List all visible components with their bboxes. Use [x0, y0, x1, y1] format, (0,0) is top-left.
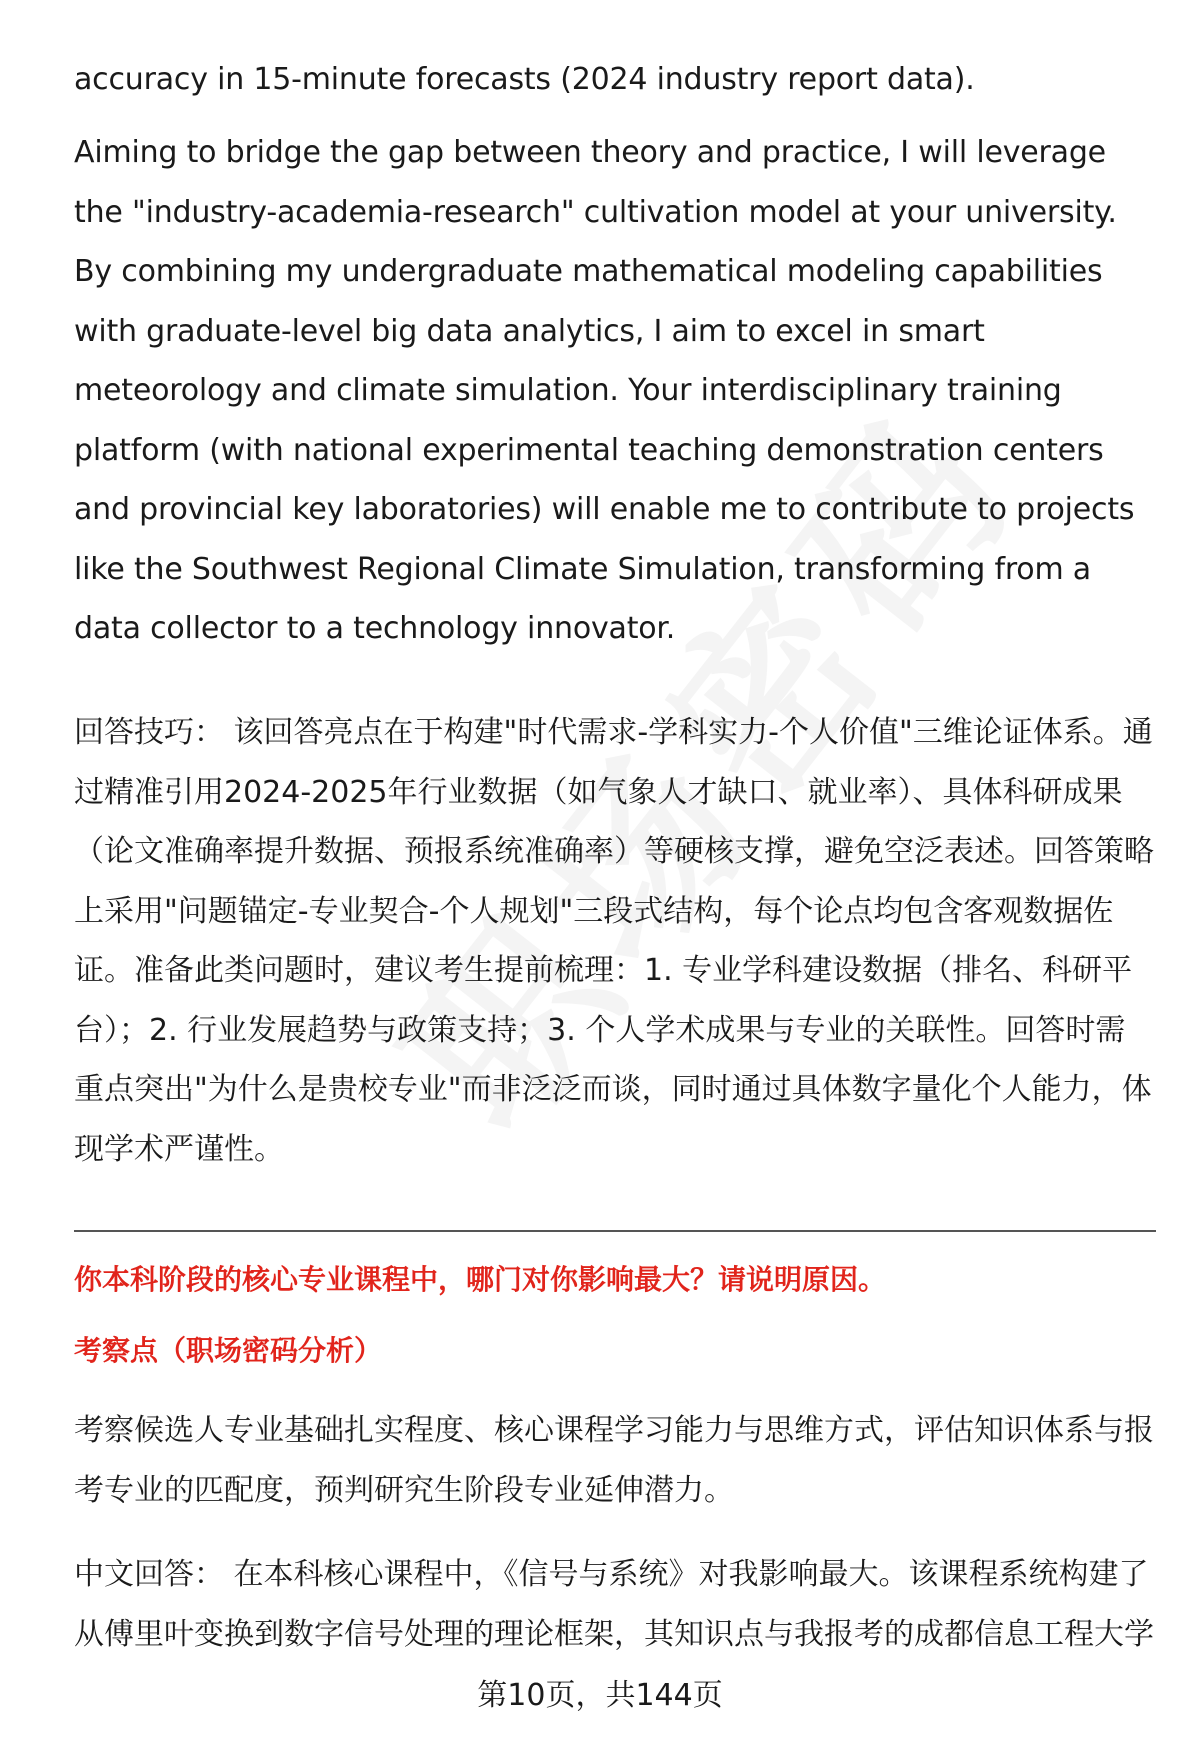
focus-heading: 考察点（职场密码分析）	[74, 1334, 383, 1367]
paragraph-continuation: accuracy in 15-minute forecasts (2024 industry report data).	[74, 62, 975, 97]
document-page	[74, 0, 1154, 1755]
paragraph-english-answer: Aiming to bridge the gap between theory and practice, I will leverage the "industry-academia-research" cultivation model at your university. By combining my undergraduate mathematical modeling capabilities with graduate-level big data analytics, I aim to excel in smart meteorology and climate simulation. Your interdisciplinary training platform (with national experimental teaching demonstration centers and provincial key laboratories) will enable me to contribute to projects like the Southwest Regional Climate Simulation, transforming from a data collector to a technology innovator.	[74, 135, 1135, 646]
focus-text: 考察候选人专业基础扎实程度、核心课程学习能力与思维方式，评估知识体系与报考专业的匹配度，预判研究生阶段专业延伸潜力。	[74, 1413, 1154, 1508]
chinese-answer: 中文回答： 在本科核心课程中，《信号与系统》对我影响最大。该课程系统构建了从傅里叶变换到数字信号处理的理论框架，其知识点与我报考的成都信息工程大学	[74, 1557, 1154, 1652]
paragraph-answer-tips: 回答技巧： 该回答亮点在于构建"时代需求-学科实力-个人价值"三维论证体系。通过精准引用2024-2025年行业数据（如气象人才缺口、就业率）、具体科研成果（论文准确率提升数据、预报系统准确率）等硬核支撑，避免空泛表述。回答策略上采用"问题锚定-专业契合-个人规划"三段式结构，每个论点均包含客观数据佐证。准备此类问题时，建议考生提前梳理：1. 专业学科建设数据（排名、科研平台）；2. 行业发展趋势与政策支持；3. 个人学术成果与专业的关联性。回答时需重点突出"为什么是贵校专业"而非泛泛而谈，同时通过具体数字量化个人能力，体现学术严谨性。	[74, 715, 1154, 1167]
question-title: 你本科阶段的核心专业课程中，哪门对你影响最大？请说明原因。	[74, 1263, 887, 1296]
section-divider	[74, 1230, 1156, 1232]
page-number: 第10页，共144页	[477, 1678, 723, 1713]
